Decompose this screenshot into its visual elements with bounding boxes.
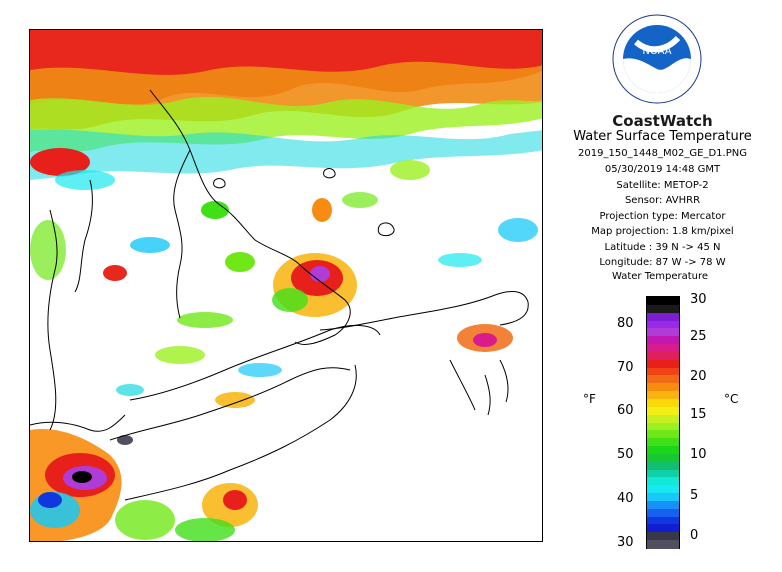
fahrenheit-tick-label: 50 bbox=[617, 447, 634, 462]
fahrenheit-tick-label: 60 bbox=[617, 403, 634, 418]
celsius-tick-label: 15 bbox=[690, 407, 707, 422]
logo-text: NOAA bbox=[642, 46, 672, 57]
brand-title: CoastWatch bbox=[612, 112, 713, 130]
map-projection-text: Map projection: 1.8 km/pixel bbox=[591, 226, 734, 237]
scale-title: Water Temperature bbox=[611, 271, 709, 282]
celsius-unit: °C bbox=[724, 392, 739, 406]
longitude-text: Longitude: 87 W -> 78 W bbox=[599, 257, 726, 268]
celsius-tick-label: 25 bbox=[690, 329, 707, 344]
colorbar-swatch bbox=[647, 540, 679, 548]
sensor-text: Sensor: AVHRR bbox=[624, 195, 701, 206]
product-title: Water Surface Temperature bbox=[573, 129, 752, 144]
celsius-tick-label: 10 bbox=[690, 447, 707, 462]
map-canvas bbox=[30, 30, 543, 542]
fahrenheit-tick-label: 30 bbox=[617, 535, 634, 550]
projection-type-text: Projection type: Mercator bbox=[599, 211, 726, 222]
celsius-tick-label: 30 bbox=[690, 292, 707, 307]
satellite-map bbox=[29, 29, 543, 542]
fahrenheit-tick-label: 40 bbox=[617, 491, 634, 506]
noaa-logo bbox=[612, 14, 702, 104]
noaa-emblem-icon bbox=[612, 14, 702, 104]
fahrenheit-tick-label: 70 bbox=[617, 360, 634, 375]
filename-text: 2019_150_1448_M02_GE_D1.PNG bbox=[578, 148, 747, 159]
temperature-clouds bbox=[30, 30, 543, 542]
temperature-colorbar bbox=[646, 296, 680, 549]
celsius-tick-label: 5 bbox=[690, 488, 699, 503]
latitude-text: Latitude : 39 N -> 45 N bbox=[604, 242, 721, 253]
celsius-tick-label: 0 bbox=[690, 528, 699, 543]
satellite-text: Satellite: METOP-2 bbox=[616, 180, 709, 191]
date-time-text: 05/30/2019 14:48 GMT bbox=[604, 164, 721, 175]
celsius-tick-label: 20 bbox=[690, 369, 707, 384]
fahrenheit-unit: °F bbox=[583, 392, 596, 406]
fahrenheit-tick-label: 80 bbox=[617, 316, 634, 331]
